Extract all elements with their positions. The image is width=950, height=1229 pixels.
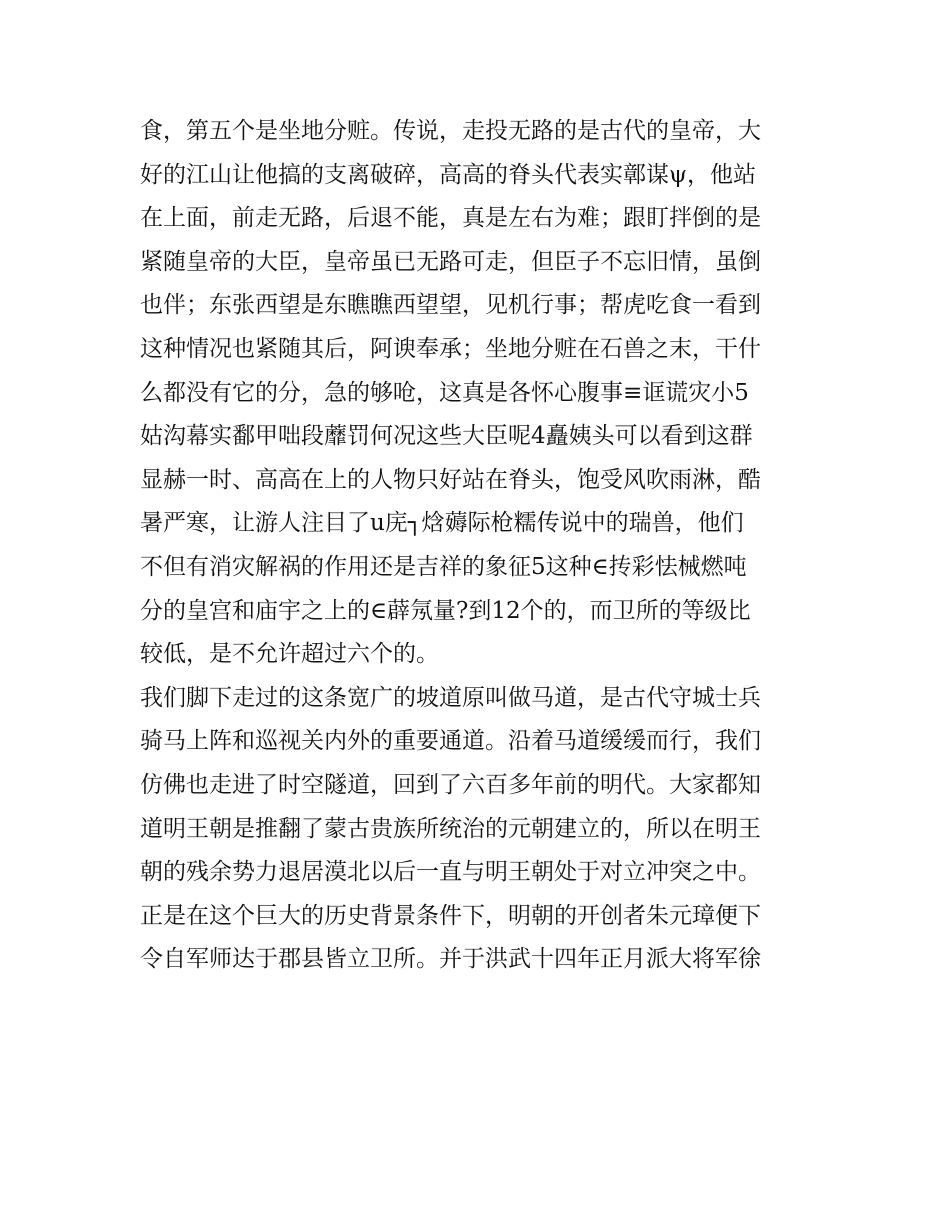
text-line: 骑马上阵和巡视关内外的重要通道。沿着马道缓缓而行，我们 [140, 728, 761, 755]
body-text [140, 110, 820, 982]
text-line: 较低，是不允许超过六个的。 [140, 641, 439, 668]
text-line: 朝的残余势力退居漠北以后一直与明王朝处于对立冲突之中。 [140, 859, 761, 886]
text-line: 仿佛也走进了时空隧道，回到了六百多年前的明代。大家都知 [140, 771, 761, 798]
text-line: 紧随皇帝的大臣，皇帝虽已无路可走，但臣子不忘旧情，虽倒 [140, 248, 761, 275]
text-line: 我们脚下走过的这条宽广的坡道原叫做马道，是古代守城士兵 [140, 684, 761, 711]
text-line: 不但有消灾解祸的作用还是吉祥的象征5这种∈抟彩怯械燃吨 [140, 553, 747, 580]
text-line: 好的江山让他搞的支离破碎，高高的脊头代表实鄣谋ψ，他站 [140, 161, 757, 188]
text-line: 暑严寒，让游人注目了u庑┐焓薅际枪糯传说中的瑞兽，他们 [140, 510, 744, 537]
text-line: 在上面，前走无路，后退不能，真是左右为难；跟盯拌倒的是 [140, 205, 761, 232]
text-line: 姑沟幕实鄱甲咄段蘼罚何况这些大臣呢4矗姨头可以看到这群 [140, 423, 753, 450]
text-line: 这种情况也紧随其后，阿谀奉承；坐地分赃在石兽之末，干什 [140, 335, 761, 362]
text-line: 分的皇宫和庙宇之上的∈薜氖量?到12个的，而卫所的等级比 [140, 597, 751, 624]
text-line: 道明王朝是推翻了蒙古贵族所统治的元朝建立的，所以在明王 [140, 815, 761, 842]
text-line: 食，第五个是坐地分赃。传说，走投无路的是古代的皇帝，大 [140, 118, 761, 144]
text-line: 也伴；东张西望是东瞧瞧西望望，见机行事；帮虎吃食一看到 [140, 292, 761, 319]
text-line: 显赫一时、高高在上的人物只好站在脊头，饱受风吹雨淋，酷 [140, 466, 761, 493]
text-line: 令自军师达于郡县皆立卫所。并于洪武十四年正月派大将军徐 [140, 946, 761, 973]
text-line: 么都没有它的分，急的够呛，这真是各怀心腹事≡诓谎灾小5 [140, 379, 749, 406]
text-line: 正是在这个巨大的历史背景条件下，明朝的开创者朱元璋便下 [140, 902, 761, 929]
